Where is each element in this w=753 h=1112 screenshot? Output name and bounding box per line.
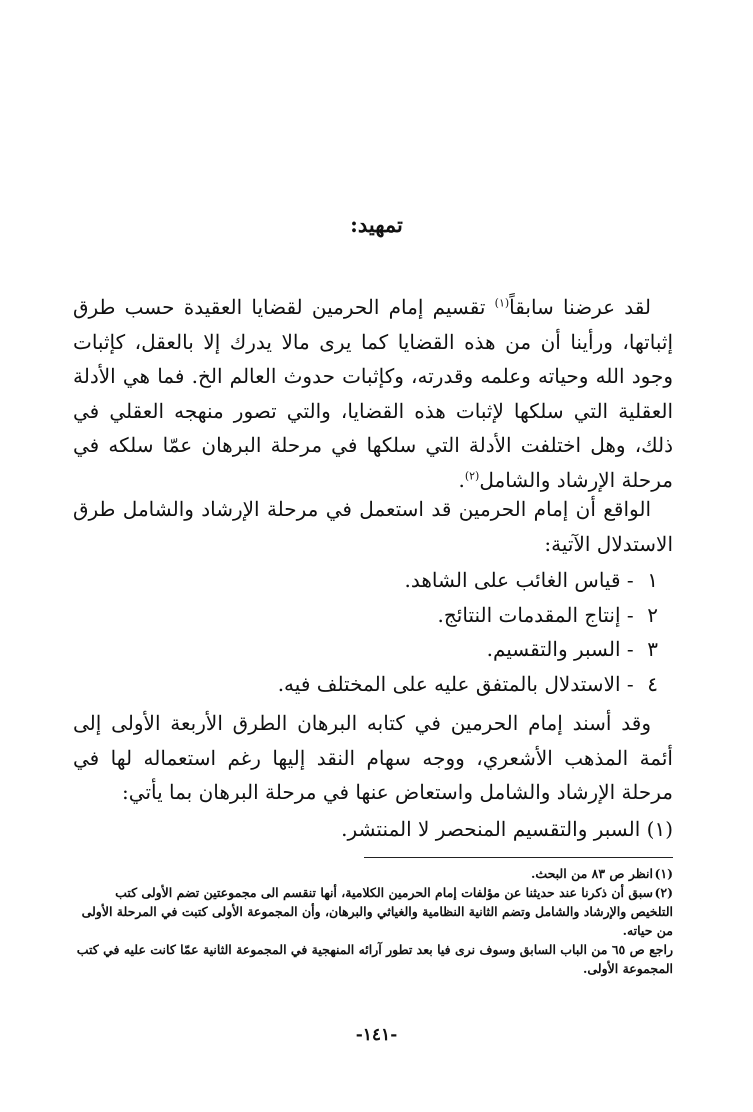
- list-item-text: - الاستدلال بالمتفق عليه على المختلف فيه.: [277, 671, 634, 696]
- paragraph-intro-text-a: لقد عرضنا سابقاً: [509, 295, 651, 319]
- footnotes: [73, 864, 673, 978]
- paragraph-intro: [73, 290, 673, 497]
- list-item-number: ٢: [647, 602, 658, 627]
- list-item-number: ١: [647, 568, 658, 592]
- paragraph-burhan: وقد أسند إمام الحرمين في كتابه البرهان الطرق الأربعة الأولى إلى أئمة المذهب الأشعري، ووجه سهام النقد إليها رغم استعماله لها في مرحلة الإرشاد والشامل واستعاض عنها في مرحلة البرهان بما يأتي:: [73, 711, 673, 804]
- list-item: [73, 598, 658, 633]
- footnote-marker: (٢): [654, 885, 673, 900]
- section-heading: تمهيد:: [350, 212, 403, 237]
- footnote-ref-2[interactable]: (٢): [464, 468, 480, 482]
- footnote-1: [73, 864, 673, 883]
- footnote-text: راجع ص ٦٥ من الباب السابق وسوف نرى فيا بعد تطور آرائه المنهجية في المجموعة الثانية عمّا كانت عليه في كتب المجموعة الأولى.: [76, 942, 673, 976]
- list-item-text: - السبر والتقسيم.: [486, 637, 634, 661]
- list-item: [73, 667, 658, 702]
- list-item-number: ٤: [647, 671, 658, 696]
- footnote-text: انظر ص ٨٣ من البحث.: [530, 866, 653, 881]
- footnote-2-continued: [73, 940, 673, 978]
- paragraph-intro-end: .: [458, 467, 465, 492]
- list-item-text: - قياس الغائب على الشاهد.: [404, 568, 634, 592]
- list-item: [73, 632, 658, 667]
- paragraph-methods-intro: الواقع أن إمام الحرمين قد استعمل في مرحلة الإرشاد والشامل طرق الاستدلال الآتية:: [73, 497, 673, 556]
- paragraph-sabr-item: (١) السبر والتقسيم المنحصر لا المنتشر.: [341, 817, 673, 841]
- footnote-separator: [364, 857, 673, 858]
- footnote-marker: (١): [654, 866, 673, 881]
- footnote-2: [73, 883, 673, 940]
- list-item: [73, 563, 658, 598]
- methods-list: [73, 563, 658, 701]
- page-number: -١٤١-: [355, 1025, 398, 1045]
- footnote-ref-1[interactable]: (١): [494, 296, 510, 310]
- footnote-text: سبق أن ذكرنا عند حديثنا عن مؤلفات إمام الحرمين الكلامية، أنها تنقسم الى مجموعتين تضم الأولى كتب التلخيص والإرشاد والشامل وتضم الثانية النظامية والغياثي والبرهان، وأن المجموعة الأولى كتبت في المرحلة الأولى من حياته.: [81, 885, 673, 938]
- list-item-number: ٣: [647, 637, 658, 661]
- paragraph-intro-text-b: تقسيم إمام الحرمين لقضايا العقيدة حسب طرق إثباتها، ورأينا أن من هذه القضايا كما يرى مالا يدرك إلا بالعقل، كإثبات وجود الله وحياته وعلمه وقدرته، وكإثبات حدوث العالم الخ. فما هي الأدلة العقلية التي سلكها لإثبات هذه القضايا، والتي تصور منهجه العقلي في ذلك، وهل اختلفت الأدلة التي سلكها في مرحلة البرهان عمّا سلكه في مرحلة الإرشاد والشامل: [73, 295, 673, 492]
- list-item-text: - إنتاج المقدمات النتائج.: [437, 602, 634, 627]
